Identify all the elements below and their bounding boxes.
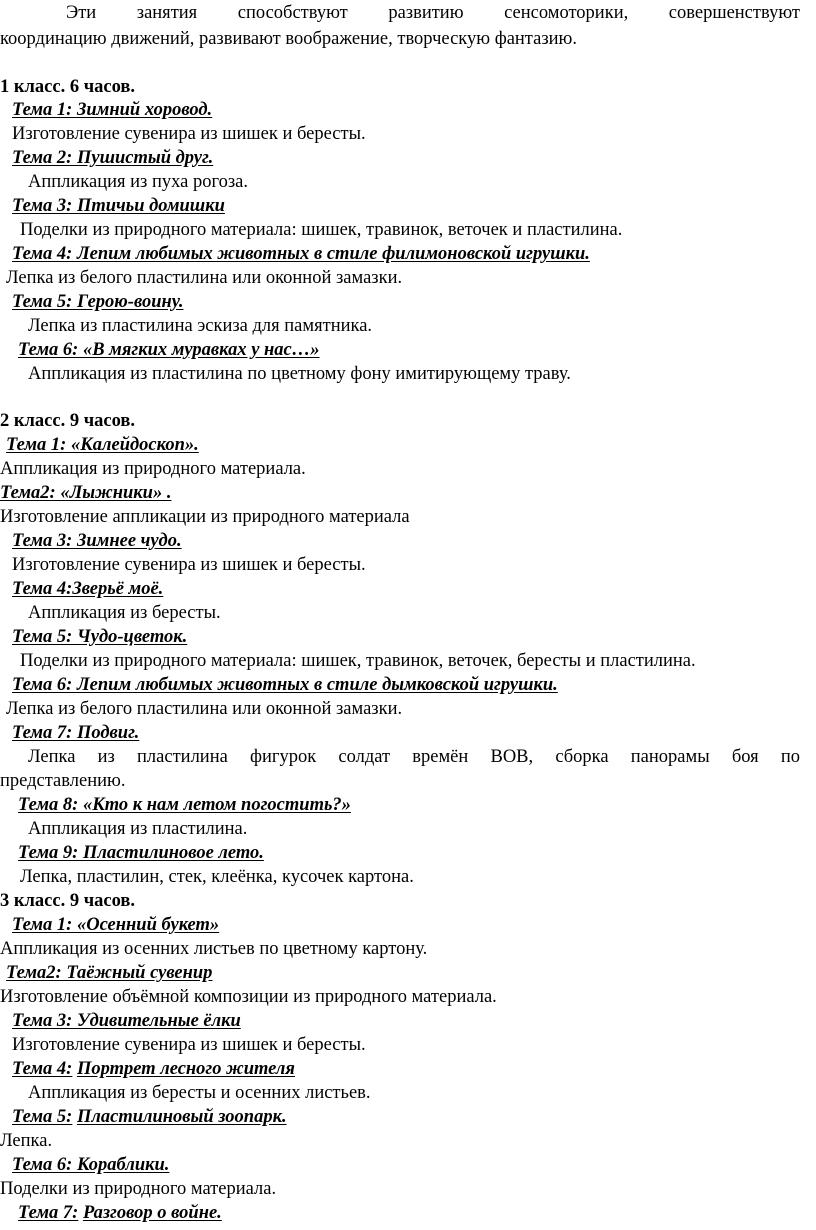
class2-topic4-desc: Аппликация из бересты. [28,603,221,623]
class2-topic5-desc: Поделки из природного материала: шишек, травинок, веточек, бересты и пластилина. [20,651,696,671]
class3-heading: 3 класс. 9 часов. [0,891,136,911]
class2-topic9-desc: Лепка, пластилин, стек, клеёнка, кусочек картона. [20,867,414,887]
class2-topic8-desc: Аппликация из пластилина. [28,819,248,839]
class2-heading: 2 класс. 9 часов. [0,411,136,431]
class1-topic3-title: Тема 3: Птичьи домишки [12,196,225,216]
intro-line-1: Эти занятия способствуют развитию сенсомоторики, совершенствуют [66,3,800,23]
class2-topic7-title: Тема 7: Подвиг. [12,723,140,743]
class3-topic4-title: Тема 4: Портрет лесного жителя [12,1059,295,1079]
class1-topic5-title: Тема 5: Герою-воину. [12,292,184,312]
intro-line-2: координацию движений, развивают воображение, творческую фантазию. [0,29,577,49]
class2-topic9-title: Тема 9: Пластилиновое лето. [18,843,264,863]
class2-topic3-title: Тема 3: Зимнее чудо. [12,531,182,551]
class1-topic5-desc: Лепка из пластилина эскиза для памятника. [28,316,373,336]
class3-topic5-title: Тема 5: Пластилиновый зоопарк. [12,1107,287,1127]
class1-topic4-desc: Лепка из белого пластилина или оконной замазки. [6,268,403,288]
class2-topic7-desc: Лепка из пластилина фигурок солдат времён ВОВ, сборка панорамы боя по [28,747,800,767]
class2-topic5-title: Тема 5: Чудо-цветок. [12,627,188,647]
class3-topic3-title: Тема 3: Удивительные ёлки [12,1011,241,1031]
class1-topic2-title: Тема 2: Пушистый друг. [12,148,214,168]
class3-topic1-desc: Аппликация из осенних листьев по цветному картону. [0,939,428,959]
class2-topic2-desc: Изготовление аппликации из природного материала [0,507,410,527]
class2-topic6-desc: Лепка из белого пластилина или оконной замазки. [6,699,403,719]
class2-topic3-desc: Изготовление сувенира из шишек и бересты. [12,555,366,575]
class3-topic5-desc: Лепка. [0,1131,53,1151]
class3-topic4-desc: Аппликация из бересты и осенних листьев. [28,1083,371,1103]
class1-heading: 1 класс. 6 часов. [0,77,136,97]
class3-topic2-title: Тема2: Таёжный сувенир [6,963,213,983]
class1-topic2-desc: Аппликация из пуха рогоза. [28,172,248,192]
class2-topic1-title: Тема 1: «Калейдоскоп». [6,435,199,455]
class1-topic1-title: Тема 1: Зимний хоровод. [12,100,213,120]
class2-topic2-title: Тема2: «Лыжники» . [0,483,172,503]
class1-topic4-title: Тема 4: Лепим любимых животных в стиле филимоновской игрушки. [12,244,590,264]
class3-topic1-title: Тема 1: «Осенний букет» [12,915,220,935]
class2-topic8-title: Тема 8: «Кто к нам летом погостить?» [18,795,351,815]
class3-topic3-desc: Изготовление сувенира из шишек и бересты. [12,1035,366,1055]
class1-topic6-desc: Аппликация из пластилина по цветному фону имитирующему траву. [28,364,571,384]
class1-topic1-desc: Изготовление сувенира из шишек и бересты. [12,124,366,144]
class1-topic3-desc: Поделки из природного материала: шишек, травинок, веточек и пластилина. [20,220,623,240]
class2-topic7-desc-cont: представлению. [0,771,126,791]
class3-topic6-title: Тема 6: Кораблики. [12,1155,170,1175]
class2-topic1-desc: Аппликация из природного материала. [0,459,306,479]
class3-topic6-desc: Поделки из природного материала. [0,1179,277,1199]
class3-topic2-desc: Изготовление объёмной композиции из природного материала. [0,987,497,1007]
class2-topic6-title: Тема 6: Лепим любимых животных в стиле дымковской игрушки. [12,675,558,695]
class1-topic6-title: Тема 6: «В мягких муравках у нас…» [18,340,320,360]
class2-topic4-title: Тема 4:Зверьё моё. [12,579,164,599]
class3-topic7-title: Тема 7: Разговор о войне. [18,1203,222,1223]
